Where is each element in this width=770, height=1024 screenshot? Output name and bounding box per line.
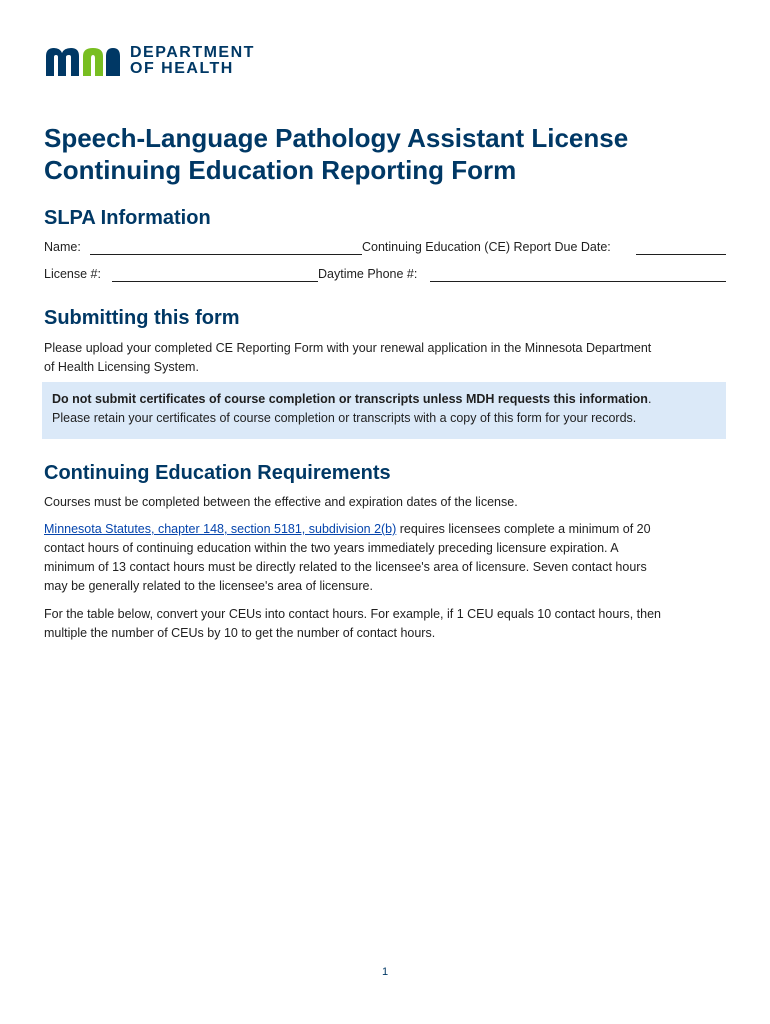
name-due-row [44,240,726,258]
req-p1-line-2: contact hours of continuing education within the two years immediately preceding licensure expiration. A [44,541,619,555]
name-field[interactable] [90,254,362,255]
license-label: License #: [44,267,101,281]
due-date-field[interactable] [636,254,726,255]
slpa-heading: SLPA Information [44,207,211,229]
submitting-line-2: of Health Licensing System. [44,360,199,374]
phone-field[interactable] [430,281,726,282]
req-p1-line-4: may be generally related to the licensee's area of licensure. [44,579,373,593]
submitting-paragraph [44,339,734,377]
requirements-intro: Courses must be completed between the effective and expiration dates of the license. [44,495,518,509]
page-title [44,122,734,186]
notice-bold-text: Do not submit certificates of course completion or transcripts unless MDH requests this information [52,392,648,406]
logo-line-2: OF HEALTH [130,60,234,77]
requirements-paragraph-2 [44,605,734,643]
title-line-2: Continuing Education Reporting Form [44,155,517,185]
title-line-1: Speech-Language Pathology Assistant License [44,123,629,153]
mdh-logo [44,44,255,78]
notice-box [42,382,726,439]
statute-link[interactable]: Minnesota Statutes, chapter 148, section 5181, subdivision 2(b) [44,522,397,536]
page-number: 1 [381,966,389,978]
license-phone-row [44,267,726,285]
name-label: Name: [44,240,81,254]
phone-label: Daytime Phone #: [318,267,418,281]
due-date-label: Continuing Education (CE) Report Due Date: [362,240,611,254]
requirements-paragraph-1 [44,520,734,596]
req-p1-line-1-rest: requires licensees complete a minimum of 20 [396,522,651,536]
logo-line-1: DEPARTMENT [130,44,255,61]
license-field[interactable] [112,281,318,282]
notice-line-1 [52,390,716,409]
req-p1-line-3: minimum of 13 contact hours must be directly related to the licensee's area of licensure. Seven contact hours [44,560,647,574]
mn-logo-icon [44,44,122,78]
notice-period: . [647,392,652,406]
notice-line-2: Please retain your certificates of course completion or transcripts with a copy of this form for your records. [52,411,637,425]
req-p2-line-2: multiple the number of CEUs by 10 to get the number of contact hours. [44,626,436,640]
requirements-heading: Continuing Education Requirements [44,462,391,484]
submitting-heading: Submitting this form [44,307,240,329]
submitting-line-1: Please upload your completed CE Reporting Form with your renewal application in the Minnesota Department [44,341,652,355]
req-p2-line-1: For the table below, convert your CEUs into contact hours. For example, if 1 CEU equals 10 contact hours, then [44,607,661,621]
req-p1-line-1 [44,520,734,539]
